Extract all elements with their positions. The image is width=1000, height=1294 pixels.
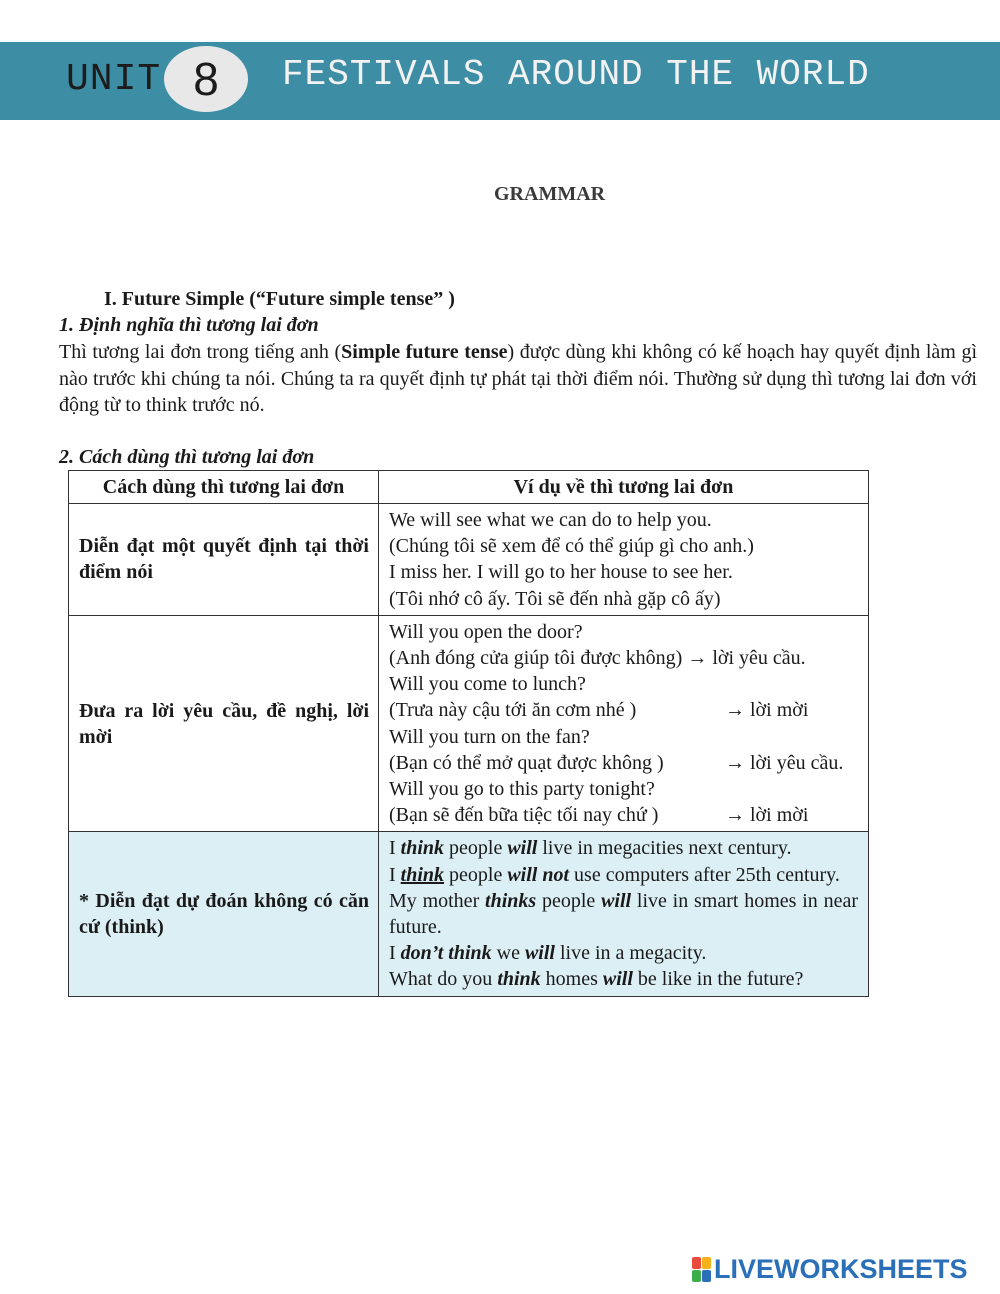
example-function: → lời yêu cầu. [725, 751, 844, 774]
header-examples: Ví dụ về thì tương lai đơn [379, 471, 869, 504]
header-usage: Cách dùng thì tương lai đơn [69, 471, 379, 504]
para-text-2: ) được dùng khi không có kế hoạch hay quyết định làm gì nào trước khi chúng ta nói. Chúng ta ra quyết định tự phát tại thời điểm nói. Thường sử dụng thì tương lai đơn với động từ to think trước nó. [59, 341, 977, 416]
example-line [389, 802, 858, 828]
text: use computers after 25th century. [569, 863, 840, 886]
example-translation: (Bạn sẽ đến bữa tiệc tối nay chứ ) [389, 804, 659, 827]
example-line [389, 966, 858, 992]
example-line: Will you turn on the fan? [389, 725, 590, 748]
text: live in smart homes in near future. [389, 889, 859, 939]
text: homes [540, 968, 603, 991]
example-line [389, 940, 858, 966]
text: I [389, 837, 401, 860]
table-row [69, 615, 869, 832]
logo-icon [692, 1257, 711, 1282]
unit-number: 8 [193, 53, 219, 105]
usage-table [68, 470, 869, 997]
para-text-1: Thì tương lai đơn trong tiếng anh ( [59, 341, 342, 363]
table-row [69, 832, 869, 996]
example-cell [379, 504, 869, 616]
keyword: think [497, 968, 541, 991]
page-heading: GRAMMAR [494, 183, 606, 205]
text: What do you [389, 968, 498, 991]
usage-heading: 2. Cách dùng thì tương lai đơn [59, 446, 315, 468]
example-cell [379, 615, 869, 832]
text: we [491, 942, 525, 965]
example-line: I miss her. I will go to her house to see her. [389, 561, 733, 584]
keyword: don’t think [400, 942, 492, 965]
text: I [389, 863, 401, 886]
definition-paragraph [59, 339, 977, 419]
keyword: will not [507, 863, 570, 886]
example-translation: (Bạn có thể mở quạt được không ) [389, 751, 664, 774]
example-line [389, 835, 858, 861]
keyword: will [524, 942, 555, 965]
definition-heading: 1. Định nghĩa thì tương lai đơn [59, 314, 319, 336]
liveworksheets-logo[interactable] [692, 1254, 968, 1285]
example-line: (Chúng tôi sẽ xem để có thể giúp gì cho anh.) [389, 535, 754, 558]
text: live in a megacity. [554, 942, 707, 965]
usage-cell: Đưa ra lời yêu cầu, đề nghị, lời mời [69, 615, 379, 832]
keyword: will [602, 968, 633, 991]
logo-text: LIVEWORKSHEETS [714, 1254, 968, 1284]
text: I [389, 942, 401, 965]
section-title: I. Future Simple (“Future simple tense” ) [104, 288, 455, 310]
example-line: We will see what we can do to help you. [389, 509, 712, 531]
example-line: Will you go to this party tonight? [389, 778, 655, 801]
example-cell [379, 832, 869, 996]
text: people [444, 837, 508, 860]
para-bold-term: Simple future tense [341, 341, 508, 363]
example-line: Will you come to lunch? [389, 673, 586, 696]
keyword: will [601, 889, 632, 912]
text: live in megacities next century. [537, 837, 792, 860]
example-line [389, 888, 858, 940]
unit-label: UNIT [66, 58, 162, 101]
usage-cell: Diễn đạt một quyết định tại thời điểm nói [69, 504, 379, 616]
example-line [389, 750, 858, 776]
keyword: think [400, 863, 445, 886]
keyword: think [400, 837, 445, 860]
unit-title: FESTIVALS AROUND THE WORLD [282, 54, 870, 95]
table-header-row [69, 471, 869, 504]
keyword: will [507, 837, 538, 860]
example-translation: (Trưa này cậu tới ăn cơm nhé ) [389, 699, 637, 722]
text: My mother [389, 889, 486, 912]
text: people [536, 889, 602, 912]
table-row [69, 504, 869, 616]
keyword: thinks [485, 889, 537, 912]
example-function: → lời mời [725, 699, 809, 722]
text: be like in the future? [632, 968, 804, 991]
text: people [444, 863, 508, 886]
example-line: (Anh đóng cửa giúp tôi được không) → lời yêu cầu. [389, 647, 806, 670]
example-line [389, 862, 858, 888]
usage-cell: * Diễn đạt dự đoán không có căn cứ (think) [69, 832, 379, 996]
example-function: → lời mời [725, 804, 809, 827]
example-line [389, 697, 858, 723]
example-line: (Tôi nhớ cô ấy. Tôi sẽ đến nhà gặp cô ấy) [389, 587, 721, 610]
example-line: Will you open the door? [389, 620, 583, 643]
